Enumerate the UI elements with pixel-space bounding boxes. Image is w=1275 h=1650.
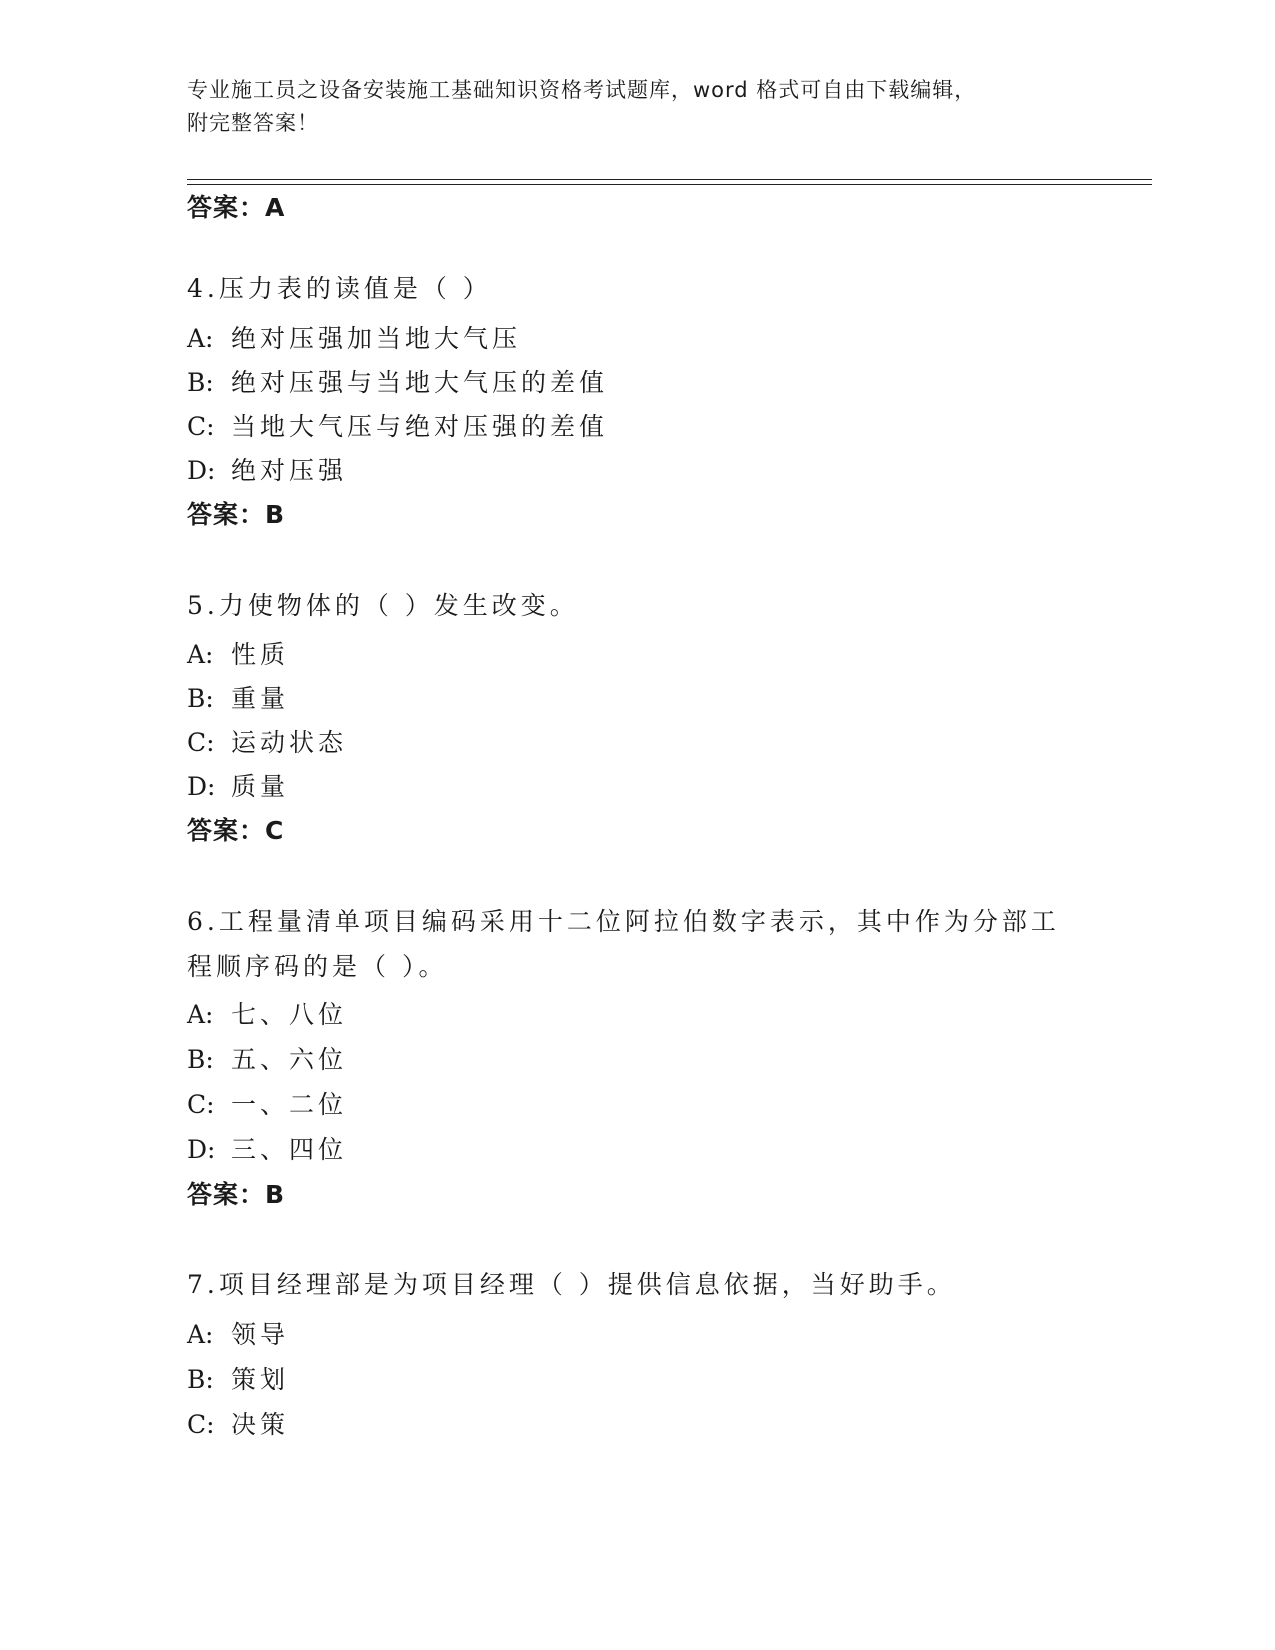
- header-divider-top: [187, 179, 1152, 180]
- option-key: A:: [187, 640, 214, 669]
- header-line-1: 专业施工员之设备安装施工基础知识资格考试题库，word 格式可自由下载编辑，: [187, 78, 977, 102]
- question-stem: 7.项目经理部是为项目经理（ ）提供信息依据，当好助手。: [187, 1270, 956, 1299]
- option-text: 重量: [231, 684, 290, 713]
- option-key: A:: [187, 1000, 214, 1029]
- option-text: 七、八位: [231, 1000, 348, 1029]
- option-key: A:: [187, 324, 214, 353]
- option-c: [187, 410, 608, 444]
- answer-label: 答案：B: [187, 1180, 286, 1209]
- option-text: 质量: [231, 772, 290, 801]
- option-b: [187, 1363, 289, 1397]
- option-a: [187, 998, 347, 1032]
- option-key: D:: [187, 772, 216, 801]
- answer-label: 答案：A: [187, 193, 286, 222]
- answer-label: 答案：B: [187, 500, 286, 529]
- option-text: 一、二位: [231, 1090, 348, 1119]
- option-text: 策划: [231, 1365, 290, 1394]
- option-text: 领导: [231, 1320, 290, 1349]
- answer-label: 答案：C: [187, 816, 285, 845]
- option-c: [187, 1088, 347, 1122]
- option-key: D:: [187, 1135, 216, 1164]
- option-c: [187, 1408, 289, 1442]
- option-text: 性质: [231, 640, 290, 669]
- option-key: A:: [187, 1320, 214, 1349]
- option-key: D:: [187, 456, 216, 485]
- option-key: C:: [187, 1410, 215, 1439]
- option-key: C:: [187, 728, 215, 757]
- header-divider-bottom: [187, 184, 1152, 185]
- option-text: 当地大气压与绝对压强的差值: [231, 412, 609, 441]
- option-d: [187, 770, 289, 804]
- question-stem: [187, 899, 1067, 989]
- option-key: C:: [187, 1090, 215, 1119]
- option-text: 绝对压强: [231, 456, 348, 485]
- document-header: [187, 74, 1077, 140]
- question-stem: 4.压力表的读值是（ ）: [187, 274, 492, 303]
- option-text: 决策: [231, 1410, 290, 1439]
- question-stem: 5.力使物体的（ ）发生改变。: [187, 591, 579, 620]
- question-stem-line-1: 6.工程量清单项目编码采用十二位阿拉伯数字表示，其中作为分部工: [187, 907, 1060, 936]
- option-b: [187, 682, 289, 716]
- option-b: [187, 366, 608, 400]
- option-key: C:: [187, 412, 215, 441]
- option-text: 绝对压强与当地大气压的差值: [231, 368, 609, 397]
- option-d: [187, 1133, 347, 1167]
- option-key: B:: [187, 368, 214, 397]
- option-d: [187, 454, 347, 488]
- option-key: B:: [187, 1045, 214, 1074]
- option-c: [187, 726, 347, 760]
- option-text: 绝对压强加当地大气压: [231, 324, 522, 353]
- option-key: B:: [187, 1365, 214, 1394]
- option-key: B:: [187, 684, 214, 713]
- question-stem-line-2: 程顺序码的是（ ）。: [187, 952, 448, 981]
- option-text: 五、六位: [231, 1045, 348, 1074]
- option-a: [187, 322, 521, 356]
- option-a: [187, 638, 289, 672]
- header-line-2: 附完整答案！: [187, 111, 319, 135]
- option-text: 运动状态: [231, 728, 348, 757]
- option-text: 三、四位: [231, 1135, 348, 1164]
- option-a: [187, 1318, 289, 1352]
- option-b: [187, 1043, 347, 1077]
